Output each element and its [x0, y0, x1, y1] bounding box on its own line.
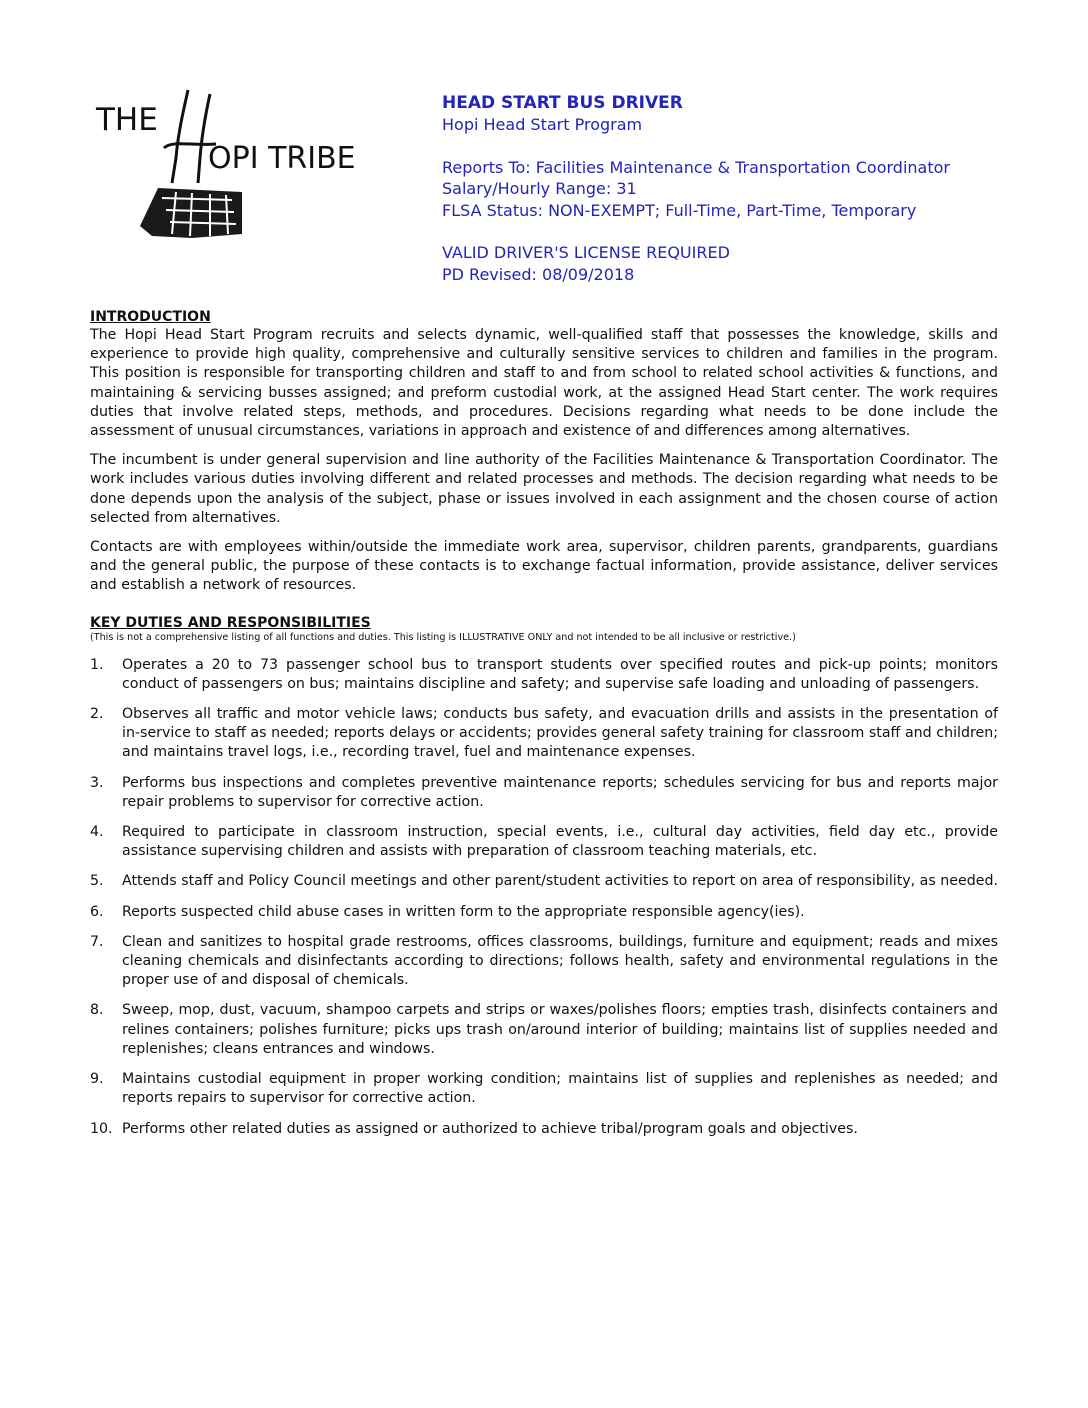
duty-item [90, 1070, 998, 1108]
duty-item [90, 903, 998, 922]
duties-list [90, 656, 998, 1139]
flsa-status: FLSA Status: NON-EXEMPT; Full-Time, Part-Time, Temporary [442, 200, 917, 220]
duty-text: Required to participate in classroom instruction, special events, i.e., cultural day activities, field day etc., provide assistance supervising children and assists with preparation of classroom teaching materials, etc. [122, 824, 998, 860]
duty-number: 5. [90, 873, 104, 890]
reports-to: Reports To: Facilities Maintenance & Transportation Coordinator [442, 157, 950, 177]
program-name: Hopi Head Start Program [442, 115, 643, 134]
logo-the-text: THE [96, 102, 158, 138]
introduction-paragraph: Contacts are with employees within/outside the immediate work area, supervisor, children parents, grandparents, guardians and the general public, the purpose of these contacts is to exchange factual information, provide assistance, deliver services and establish a network of resources. [90, 539, 998, 594]
hopi-tribe-logo-graphic [92, 88, 392, 238]
duty-number: 7. [90, 933, 104, 950]
logo-opi-tribe-text: OPI TRIBE [208, 141, 356, 176]
duty-number: 4. [90, 824, 104, 841]
introduction-paragraph: The incumbent is under general supervision and line authority of the Facilities Maintenance & Transportation Coordinator. The work includes various duties involving different and related processes and methods. The decision regarding what needs to be done depends upon the analysis of the subject, phase or issues involved in each assignment and the chosen course of action selected from alternatives. [90, 452, 998, 526]
revised-date: PD Revised: 08/09/2018 [442, 264, 635, 284]
document-body [90, 308, 998, 1150]
introduction-heading: INTRODUCTION [90, 309, 211, 325]
duty-number: 8. [90, 1002, 104, 1019]
duty-item [90, 933, 998, 991]
position-header [442, 92, 1042, 285]
duties-note: (This is not a comprehensive listing of all functions and duties. This listing is ILLUSTRATIVE ONLY and not intended to be all inclusive or restrictive.) [90, 631, 796, 643]
duty-item [90, 1120, 998, 1139]
duty-item [90, 656, 998, 694]
salary-range: Salary/Hourly Range: 31 [442, 179, 637, 198]
duty-text: Attends staff and Policy Council meetings and other parent/student activities to report on area of responsibility, as needed. [122, 873, 998, 890]
duty-number: 1. [90, 656, 104, 673]
hopi-tribe-logo [92, 88, 392, 238]
duty-item [90, 774, 998, 812]
duty-text: Sweep, mop, dust, vacuum, shampoo carpets and strips or waxes/polishes floors; empties trash, disinfects containers and relines containers; polishes furniture; picks ups trash on/around interior of building; maintains list of supplies needed and replenishes; cleans entrances and windows. [122, 1002, 998, 1057]
position-title: HEAD START BUS DRIVER [442, 93, 683, 113]
duty-text: Maintains custodial equipment in proper working condition; maintains list of supplies and replenishes as needed; and reports repairs to supervisor for corrective action. [122, 1071, 998, 1107]
duty-text: Performs bus inspections and completes preventive maintenance reports; schedules servicing for bus and reports major repair problems to supervisor for corrective action. [122, 774, 998, 810]
duty-number: 6. [90, 903, 104, 920]
license-requirement: VALID DRIVER'S LICENSE REQUIRED [442, 243, 730, 262]
duty-number: 10. [90, 1120, 113, 1137]
duty-number: 2. [90, 706, 104, 723]
duty-item [90, 1001, 998, 1059]
duty-text: Performs other related duties as assigned or authorized to achieve tribal/program goals and objectives. [122, 1120, 858, 1137]
introduction-paragraph: The Hopi Head Start Program recruits and selects dynamic, well-qualified staff that possesses the knowledge, skills and experience to provide high quality, comprehensive and culturally sensitive services to children and families in the program. This position is responsible for transporting children and staff to and from school to related school activities & functions, and maintaining & servicing busses assigned; and preform custodial work, at the assigned Head Start center. The work requires duties that involve related steps, methods, and procedures. Decisions regarding what needs to be done include the assessment of unusual circumstances, variations in approach and existence of and differences among alternatives. [90, 327, 998, 440]
duty-text: Clean and sanitizes to hospital grade restrooms, offices classrooms, buildings, furniture and equipment; reads and mixes cleaning chemicals and disinfectants according to directions; follows health, safety and environmental regulations in the proper use of and disposal of chemicals. [122, 933, 998, 989]
duty-text: Operates a 20 to 73 passenger school bus to transport students over specified routes and pick-up points; monitors conduct of passengers on bus; maintains discipline and safety; and supervise safe loading and unloading of passengers. [122, 656, 998, 692]
duty-text: Observes all traffic and motor vehicle laws; conducts bus safety, and evacuation drills and assists in the presentation of in-service to staff as needed; reports delays or accidents; provides general safety training for classroom staff and children; and maintains travel logs, i.e., recording travel, fuel and maintenance expenses. [122, 706, 998, 761]
duty-text: Reports suspected child abuse cases in written form to the appropriate responsible agency(ies). [122, 903, 805, 920]
duties-heading: KEY DUTIES AND RESPONSIBILITIES [90, 614, 371, 631]
duty-number: 9. [90, 1071, 104, 1088]
duty-item [90, 705, 998, 763]
duty-item [90, 872, 998, 891]
duty-item [90, 823, 998, 861]
duty-number: 3. [90, 774, 104, 791]
